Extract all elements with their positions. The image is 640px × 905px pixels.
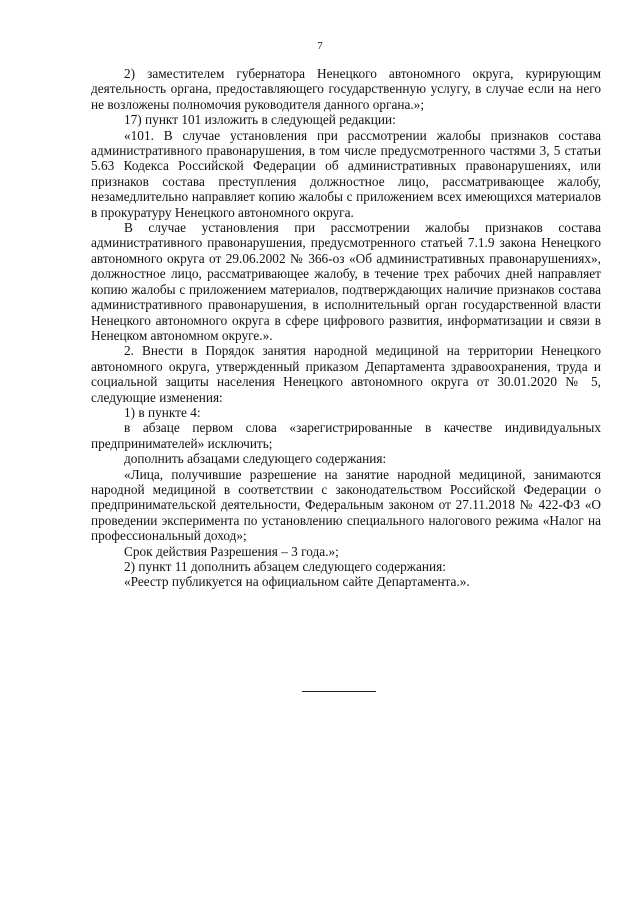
paragraph: «101. В случае установления при рассмотрении жалобы признаков состава административного правонарушения, в том числе предусмотренного частями 3, 5 статьи 5.63 Кодекса Российской Федерации об административных правонарушениях, или признаков состава преступления должностное лицо, рассматривающее жалобу, незамедлительно направляет копию жалобы с приложением всех имеющихся материалов в прокуратуру Ненецкого автономного округа. [91,127,601,220]
document-body [91,66,601,590]
paragraph: в абзаце первом слова «зарегистрированные в качестве индивидуальных предпринимателей» исключить; [91,420,601,451]
page-number: 7 [317,40,323,52]
paragraph: «Лица, получившие разрешение на занятие народной медициной, занимаются народной медициной в соответствии с законодательством Российской Федерации о предпринимательской деятельности, Федеральным законом от 27.11.2018 № 422-ФЗ «О проведении эксперимента по установлению специального налогового режима «Налог на профессиональный доход»; [91,466,601,544]
paragraph: Срок действия Разрешения – 3 года.»; [124,543,339,559]
paragraph: «Реестр публикуется на официальном сайте Департамента.». [124,574,470,590]
paragraph: 1) в пункте 4: [124,404,201,420]
paragraph: 17) пункт 101 изложить в следующей редакции: [124,112,396,128]
end-divider-line [302,691,376,692]
paragraph: 2. Внести в Порядок занятия народной медициной на территории Ненецкого автономного округа, утвержденный приказом Департамента здравоохранения, труда и социальной защиты населения Ненецкого автономного округа от 30.01.2020 № 5, следующие изменения: [91,343,601,405]
paragraph: дополнить абзацами следующего содержания: [124,451,387,467]
paragraph: 2) пункт 11 дополнить абзацем следующего содержания: [124,559,446,574]
paragraph: 2) заместителем губернатора Ненецкого автономного округа, курирующим деятельность органа, предоставляющего государственную услугу, в случае если на него не возложены полномочия руководителя данного органа.»; [91,66,601,112]
paragraph: В случае установления при рассмотрении жалобы признаков состава административного правонарушения, предусмотренного статьей 7.1.9 закона Ненецкого автономного округа от 29.06.2002 № 366-оз «Об административных правонарушениях», должностное лицо, рассматривающее жалобу, в течение трех рабочих дней направляет копию жалобы с приложением материалов, подтверждающих наличие признаков состава административного правонарушения, в исполнительный орган государственной власти Ненецкого автономного округа в сфере цифрового развития, информатизации и связи в Ненецком автономном округе.». [91,220,601,343]
